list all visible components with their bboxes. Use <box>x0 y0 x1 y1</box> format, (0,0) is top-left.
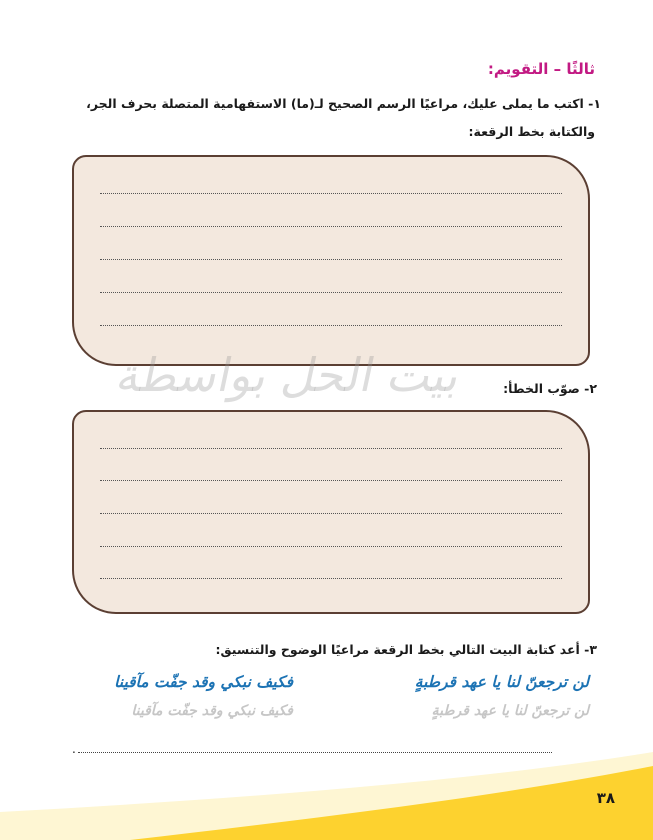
watermark: بيت الحل بواسطة <box>112 348 467 402</box>
writing-line <box>100 259 562 260</box>
answer-box-1[interactable] <box>72 155 590 366</box>
answer-box-2[interactable] <box>72 410 590 614</box>
writing-line <box>100 513 562 514</box>
answer-end-mark: . <box>72 742 76 756</box>
writing-line <box>100 292 562 293</box>
writing-line <box>100 193 562 194</box>
writing-line <box>100 480 562 481</box>
verse-first-half-trace: لن ترجعنّ لنا يا عهد قرطبةٍ <box>431 703 589 719</box>
verse-second-half: فكيف نبكي وقد جفّت مآقينا <box>114 672 293 691</box>
writing-line <box>100 448 562 449</box>
writing-line <box>100 546 562 547</box>
page-number: ٣٨ <box>596 789 615 807</box>
verse-first-half: لن ترجعنّ لنا يا عهد قرطبةٍ <box>414 672 589 691</box>
verse-second-half-trace: فكيف نبكي وقد جفّت مآقينا <box>131 703 293 719</box>
question-1-line-2: والكتابة بخط الرقعة: <box>468 124 595 139</box>
question-1-line-1: ١- اكتب ما يملى عليك، مراعيًا الرسم الصحيح لـ(ما) الاستفهامية المتصلة بحرف الجر، <box>86 96 601 111</box>
answer-line[interactable] <box>78 752 552 753</box>
writing-line <box>100 226 562 227</box>
section-title: ثالثًا – التقويم: <box>487 60 595 78</box>
question-2: ٢- صوّب الخطأ: <box>503 381 597 396</box>
writing-line <box>100 578 562 579</box>
question-3: ٣- أعد كتابة البيت التالي بخط الرقعة مراعيًا الوضوح والتنسيق: <box>215 642 597 657</box>
writing-line <box>100 325 562 326</box>
